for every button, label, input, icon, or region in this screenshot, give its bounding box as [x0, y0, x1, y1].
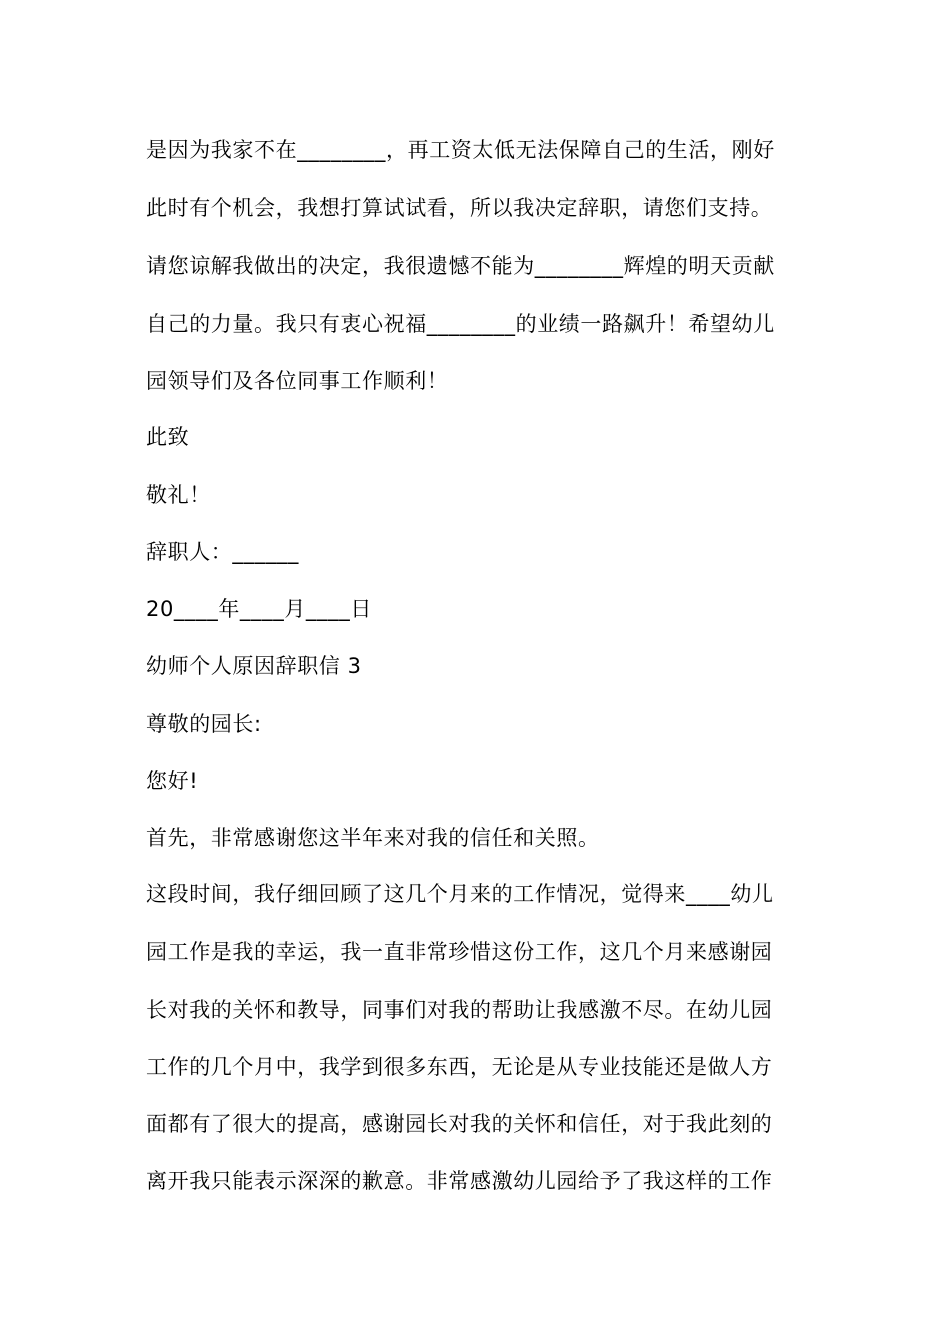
paragraph-line: 这段时间，我仔细回顾了这几个月来的工作情况，觉得来____幼儿 — [146, 882, 774, 906]
signature-line: 辞职人：______ — [146, 540, 299, 564]
closing-salute: 敬礼！ — [146, 483, 211, 507]
paragraph-line: 工作的几个月中，我学到很多东西，无论是从专业技能还是做人方 — [146, 1055, 773, 1079]
paragraph-line: 请您谅解我做出的决定，我很遗憾不能为________辉煌的明天贡献 — [146, 254, 775, 278]
paragraph-line: 首先，非常感谢您这半年来对我的信任和关照。 — [146, 826, 600, 850]
paragraph-line: 长对我的关怀和教导，同事们对我的帮助让我感激不尽。在幼儿园 — [146, 998, 773, 1022]
paragraph-line: 园工作是我的幸运，我一直非常珍惜这份工作，这几个月来感谢园 — [146, 940, 773, 964]
paragraph-line: 面都有了很大的提高，感谢园长对我的关怀和信任，对于我此刻的 — [146, 1112, 773, 1136]
paragraph-line: 离开我只能表示深深的歉意。非常感激幼儿园给予了我这样的工作 — [146, 1169, 773, 1193]
paragraph-line: 自己的力量。我只有衷心祝福________的业绩一路飙升！希望幼儿 — [146, 312, 775, 336]
paragraph-line: 此时有个机会，我想打算试试看，所以我决定辞职，请您们支持。 — [146, 196, 773, 220]
section-title: 幼师个人原因辞职信 3 — [146, 654, 362, 678]
date-line: 20____年____月____日 — [146, 597, 372, 621]
paragraph-line: 是因为我家不在________，再工资太低无法保障自己的生活，刚好 — [146, 138, 775, 162]
closing-phrase: 此致 — [146, 425, 190, 449]
paragraph-line: 园领导们及各位同事工作顺利！ — [146, 369, 449, 393]
salutation: 尊敬的园长: — [146, 712, 262, 736]
greeting: 您好! — [146, 769, 199, 793]
